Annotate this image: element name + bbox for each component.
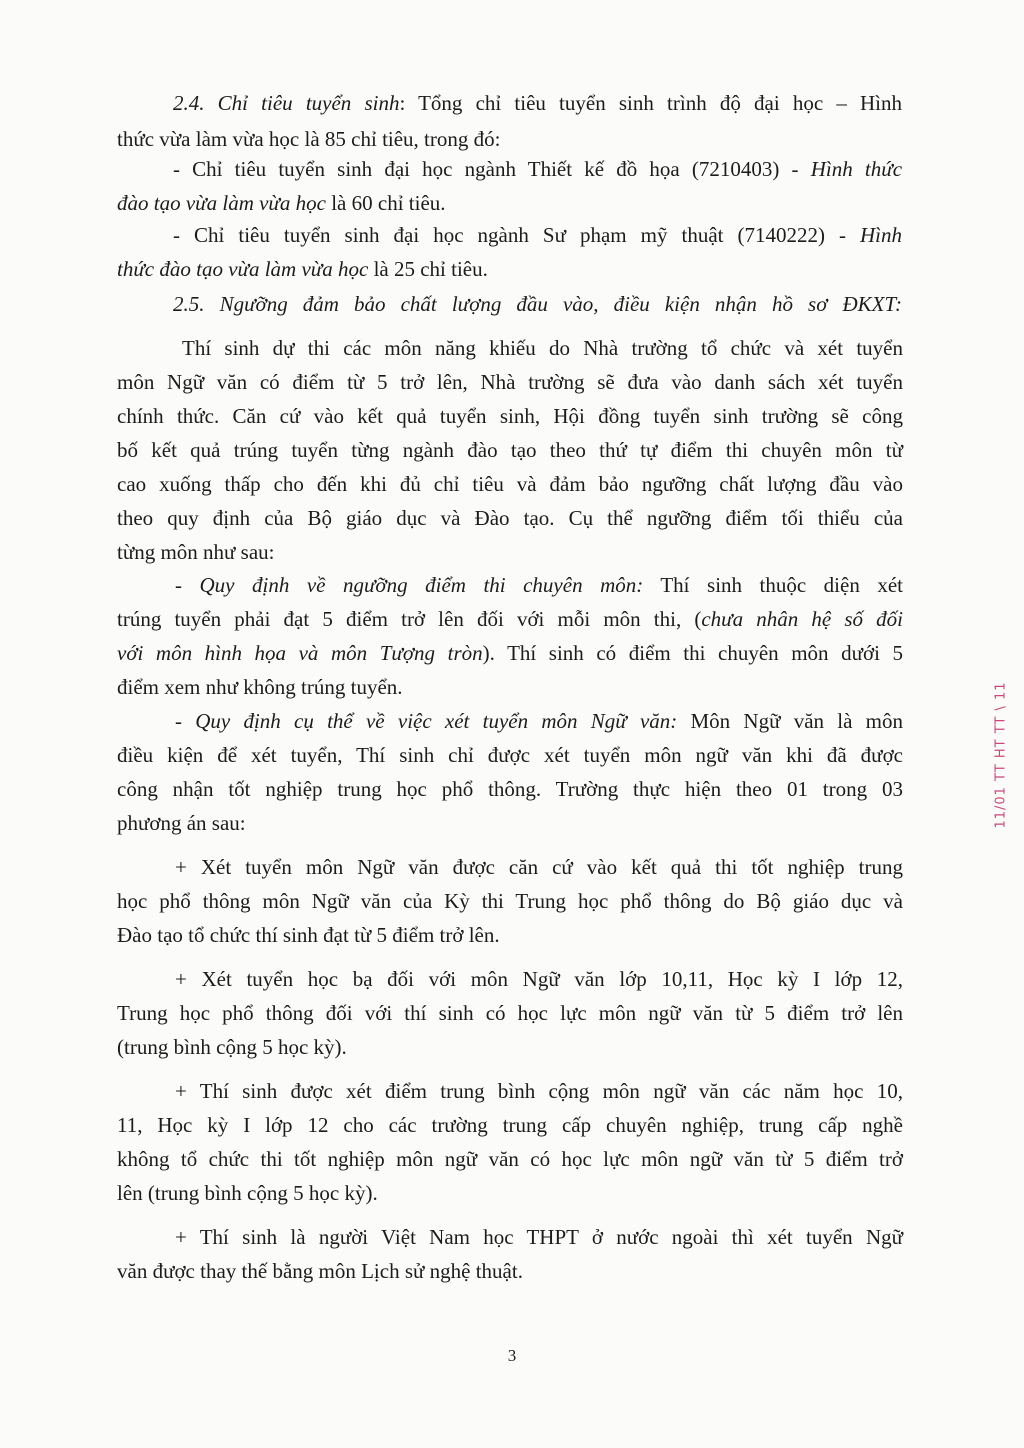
rule-1-line-4: điểm xem như không trúng tuyển. xyxy=(117,675,403,699)
option-2-line-1: + Xét tuyển học bạ đối với môn Ngữ văn lớp 10,11, Học kỳ I lớp 12, xyxy=(175,967,903,991)
rule-2-line-2: điều kiện để xét tuyển, Thí sinh chỉ được xét tuyển môn ngữ văn khi đã được xyxy=(117,743,903,767)
option-3-line-2: 11, Học kỳ I lớp 12 cho các trường trung cấp chuyên nghiệp, trung cấp nghề xyxy=(117,1113,903,1137)
option-1-line-1: + Xét tuyển môn Ngữ văn được căn cứ vào kết quả thi tốt nghiệp trung xyxy=(175,855,903,879)
p1-line-1: Thí sinh dự thi các môn năng khiếu do Nhà trường tổ chức và xét tuyển xyxy=(182,336,903,360)
option-2-line-3: (trung bình cộng 5 học kỳ). xyxy=(117,1035,347,1059)
section-2-4-line-1: 2.4. Chỉ tiêu tuyển sinh: Tổng chỉ tiêu tuyển sinh trình độ đại học – Hình xyxy=(173,91,902,115)
option-4-line-1: + Thí sinh là người Việt Nam học THPT ở nước ngoài thì xét tuyển Ngữ xyxy=(175,1225,903,1249)
quota-item-2-line-2: thức đào tạo vừa làm vừa học là 25 chỉ tiêu. xyxy=(117,257,488,281)
option-1-line-2: học phổ thông môn Ngữ văn của Kỳ thi Trung học phổ thông do Bộ giáo dục và xyxy=(117,889,903,913)
p1-line-6: theo quy định của Bộ giáo dục và Đào tạo. Cụ thể ngưỡng điểm tối thiểu của xyxy=(117,506,903,530)
rule-2-line-3: công nhận tốt nghiệp trung học phổ thông. Trường thực hiện theo 01 trong 03 xyxy=(117,777,903,801)
p1-line-2: môn Ngữ văn có điểm từ 5 trở lên, Nhà trường sẽ đưa vào danh sách xét tuyển xyxy=(117,370,903,394)
quota-item-2-line-1: - Chỉ tiêu tuyển sinh đại học ngành Sư phạm mỹ thuật (7140222) - Hình xyxy=(173,223,902,247)
p1-line-4: bố kết quả trúng tuyển từng ngành đào tạo theo thứ tự điểm thi chuyên môn từ xyxy=(117,438,903,462)
quota-item-1-line-2: đào tạo vừa làm vừa học là 60 chỉ tiêu. xyxy=(117,191,446,215)
rule-1-line-1: - Quy định về ngưỡng điểm thi chuyên môn: Thí sinh thuộc diện xét xyxy=(175,573,903,597)
margin-note: 11/01 TT HT TT \ 11 xyxy=(993,681,1009,829)
rule-1-line-2: trúng tuyển phải đạt 5 điểm trở lên đối với mỗi môn thi, (chưa nhân hệ số đối xyxy=(117,607,903,631)
option-3-line-4: lên (trung bình cộng 5 học kỳ). xyxy=(117,1181,378,1205)
quota-item-1-line-1: - Chỉ tiêu tuyển sinh đại học ngành Thiết kế đồ họa (7210403) - Hình thức xyxy=(173,157,903,181)
option-2-line-2: Trung học phổ thông đối với thí sinh có học lực môn ngữ văn từ 5 điểm trở lên xyxy=(117,1001,903,1025)
section-2-4-line-2: thức vừa làm vừa học là 85 chỉ tiêu, trong đó: xyxy=(117,127,501,151)
rule-2-line-1: - Quy định cụ thể về việc xét tuyển môn Ngữ văn: Môn Ngữ văn là môn xyxy=(175,709,903,733)
page-number: 3 xyxy=(507,1346,517,1365)
rule-2-heading: - Quy định cụ thể về việc xét tuyển môn Ngữ văn: xyxy=(175,709,678,733)
option-3-line-1: + Thí sinh được xét điểm trung bình cộng môn ngữ văn các năm học 10, xyxy=(175,1079,903,1103)
p1-line-3: chính thức. Căn cứ vào kết quả tuyển sinh, Hội đồng tuyển sinh trường sẽ công xyxy=(117,404,903,428)
option-3-line-3: không tổ chức thi tốt nghiệp môn ngữ văn có học lực môn ngữ văn từ 5 điểm trở xyxy=(117,1147,903,1171)
rule-1-heading: - Quy định về ngưỡng điểm thi chuyên môn: xyxy=(175,573,644,597)
rule-2-line-4: phương án sau: xyxy=(117,811,246,835)
p1-line-5: cao xuống thấp cho đến khi đủ chỉ tiêu và đảm bảo ngưỡng chất lượng đầu vào xyxy=(117,472,903,496)
p1-line-7: từng môn như sau: xyxy=(117,540,275,564)
rule-1-line-3: với môn hình họa và môn Tượng tròn). Thí sinh có điểm thi chuyên môn dưới 5 xyxy=(117,641,904,665)
option-4-line-2: văn được thay thế bằng môn Lịch sử nghệ thuật. xyxy=(117,1259,523,1283)
section-2-5-heading: 2.5. Ngưỡng đảm bảo chất lượng đầu vào, điều kiện nhận hồ sơ ĐKXT: xyxy=(173,292,902,316)
option-1-line-3: Đào tạo tổ chức thí sinh đạt từ 5 điểm trở lên. xyxy=(117,923,500,947)
section-2-4-heading: 2.4. Chỉ tiêu tuyển sinh xyxy=(173,91,400,115)
margin-stamp xyxy=(986,670,1016,840)
